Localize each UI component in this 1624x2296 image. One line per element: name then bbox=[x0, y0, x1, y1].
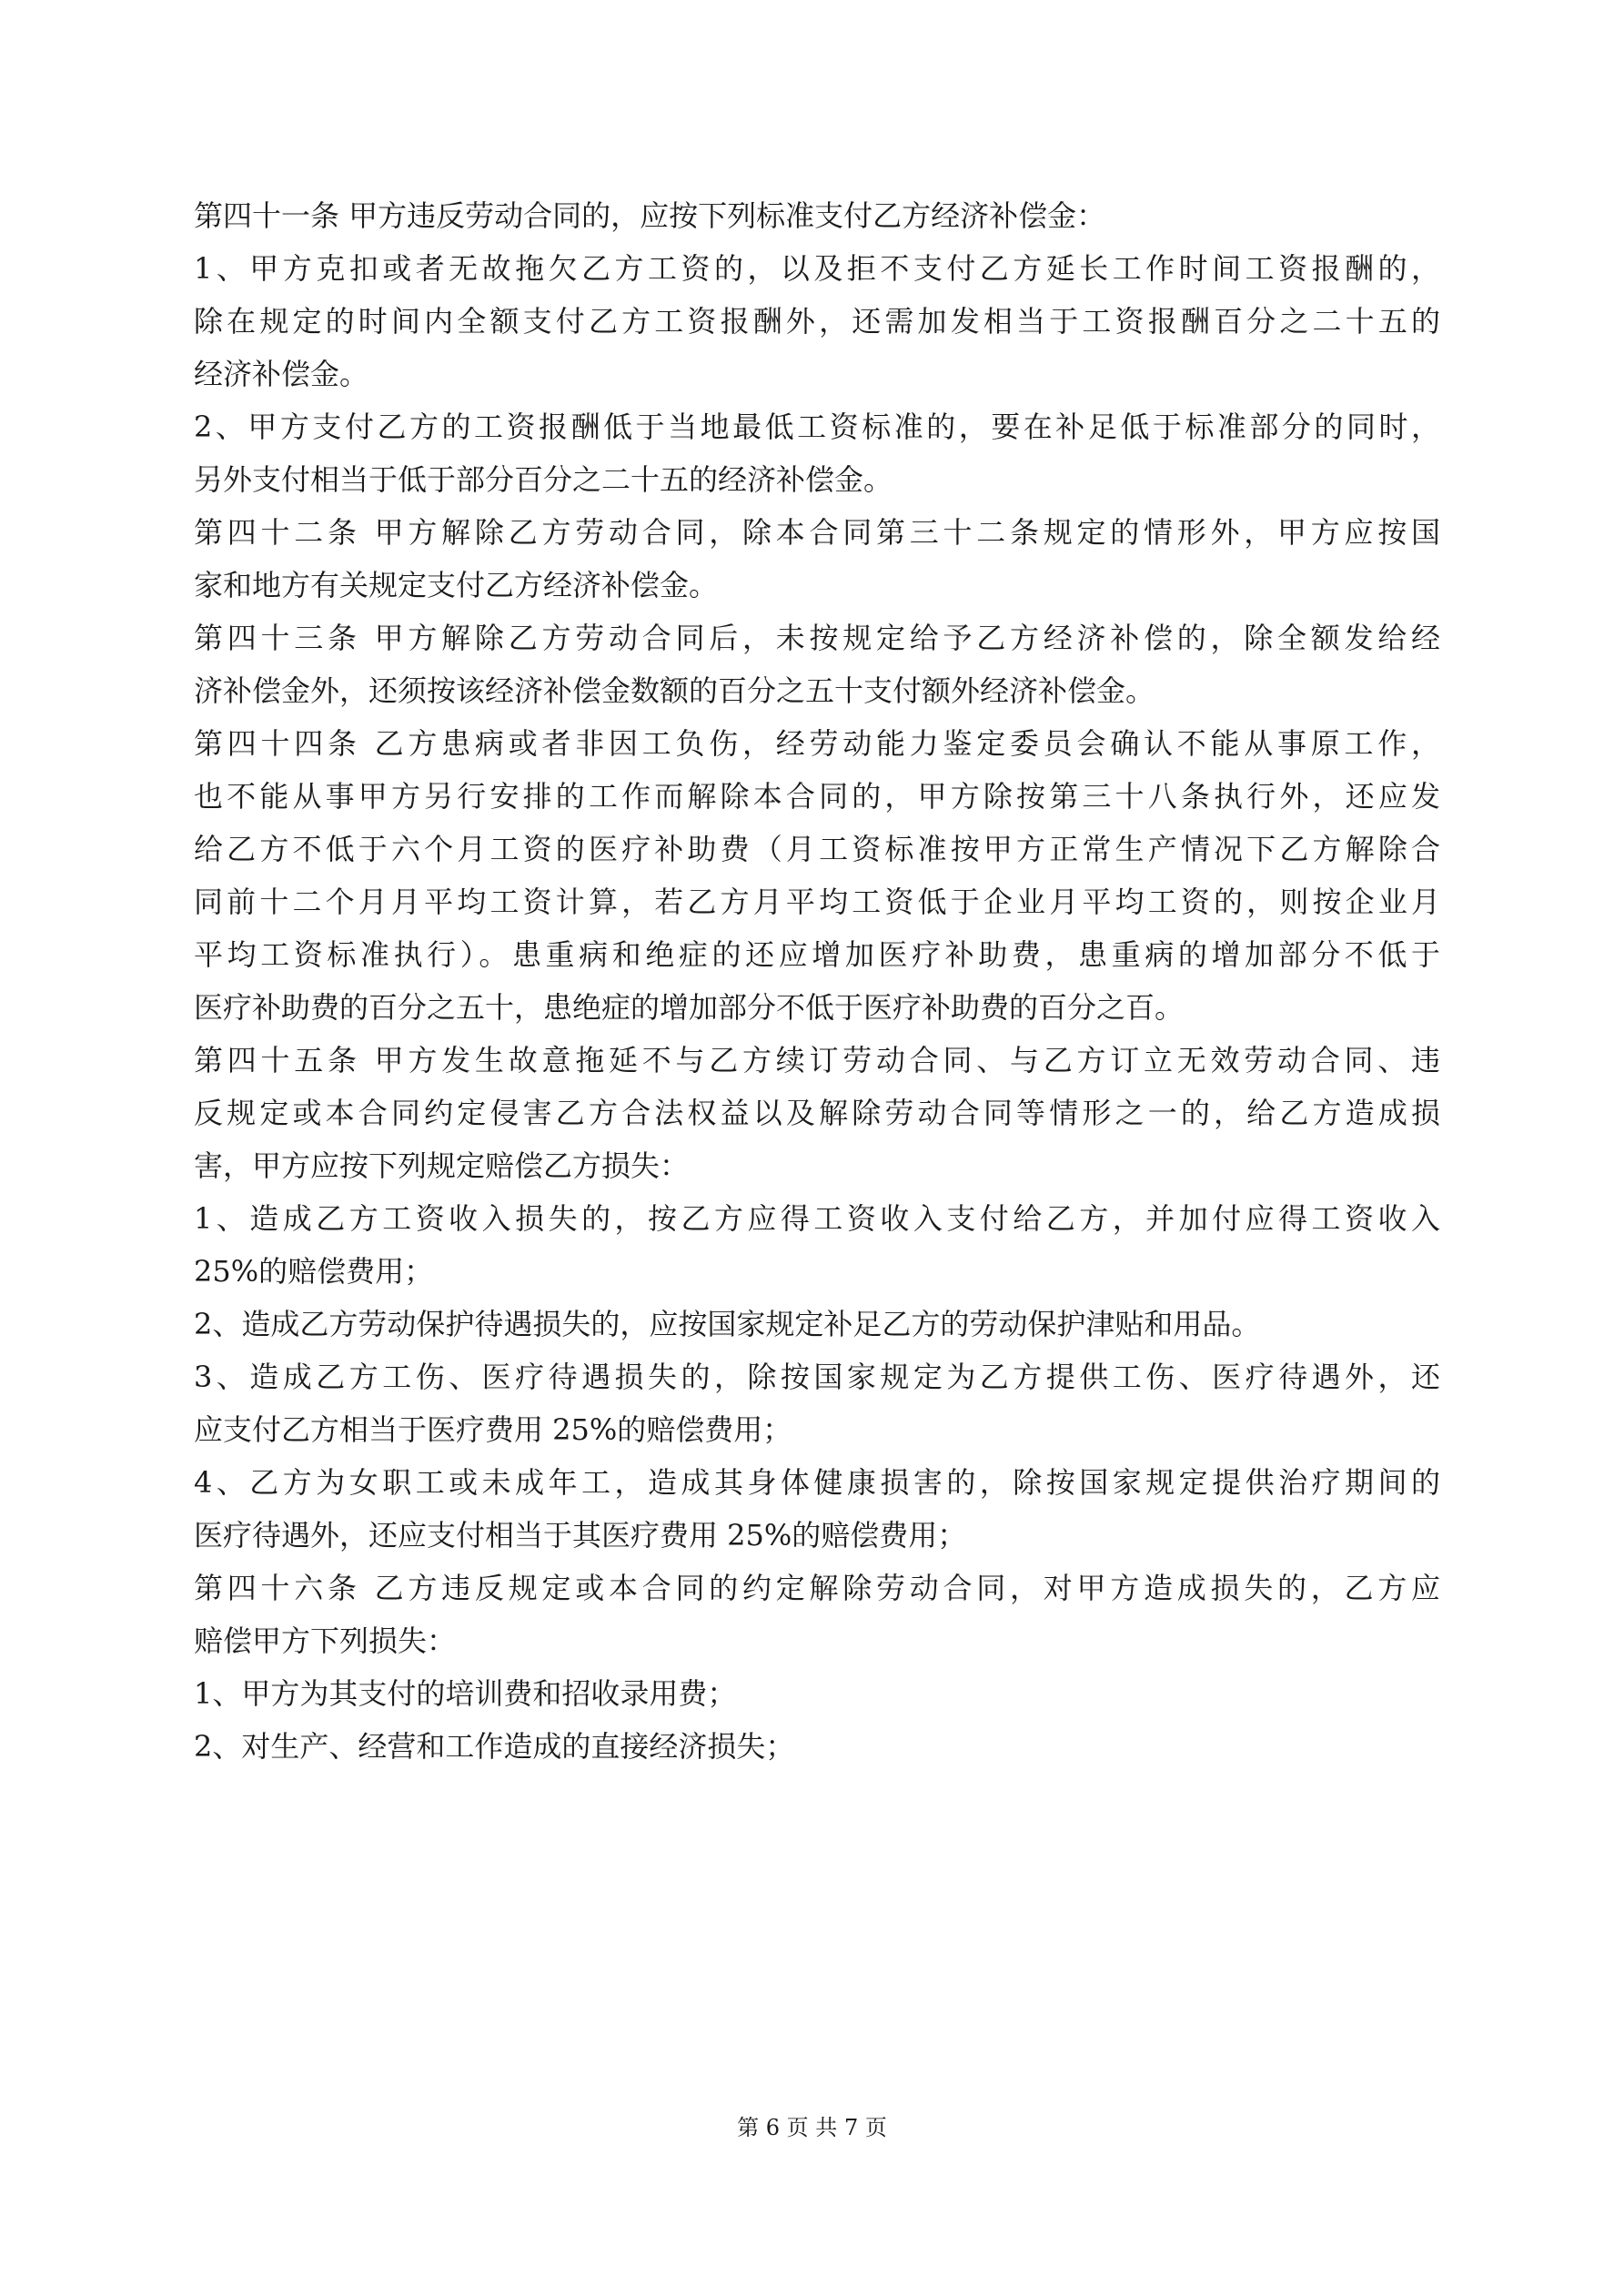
text-line: 济补偿金外，还须按该经济补偿金数额的百分之五十支付额外经济补偿金。 bbox=[194, 673, 1155, 708]
text-line: 25%的赔偿费用； bbox=[194, 1254, 434, 1289]
text-line: 给乙方不低于六个月工资的医疗补助费（月工资标准按甲方正常生产情况下乙方解除合 bbox=[194, 832, 1440, 866]
text-line: 应支付乙方相当于医疗费用 25%的赔偿费用； bbox=[194, 1412, 792, 1447]
page-footer: 第 6 页 共 7 页 bbox=[737, 2115, 887, 2140]
text-line: 平均工资标准执行）。患重病和绝症的还应增加医疗补助费，患重病的增加部分不低于 bbox=[194, 937, 1440, 972]
text-line: 1、甲方克扣或者无故拖欠乙方工资的，以及拒不支付乙方延长工作时间工资报酬的， bbox=[194, 251, 1440, 286]
text-line: 第四十四条 乙方患病或者非因工负伤，经劳动能力鉴定委员会确认不能从事原工作， bbox=[194, 726, 1440, 761]
text-line: 经济补偿金。 bbox=[194, 357, 369, 391]
text-line: 2、对生产、经营和工作造成的直接经济损失； bbox=[194, 1729, 795, 1764]
text-line: 1、甲方为其支付的培训费和招收录用费； bbox=[194, 1676, 737, 1711]
text-line: 第四十五条 甲方发生故意拖延不与乙方续订劳动合同、与乙方订立无效劳动合同、违 bbox=[194, 1043, 1440, 1077]
text-line: 家和地方有关规定支付乙方经济补偿金。 bbox=[194, 568, 719, 602]
text-line: 除在规定的时间内全额支付乙方工资报酬外，还需加发相当于工资报酬百分之二十五的 bbox=[194, 304, 1440, 339]
text-line: 害，甲方应按下列规定赔偿乙方损失： bbox=[194, 1148, 690, 1183]
text-line: 医疗待遇外，还应支付相当于其医疗费用 25%的赔偿费用； bbox=[194, 1518, 967, 1553]
text-line: 医疗补助费的百分之五十，患绝症的增加部分不低于医疗补助费的百分之百。 bbox=[194, 990, 1185, 1025]
document-body bbox=[194, 198, 1440, 1782]
text-line: 2、甲方支付乙方的工资报酬低于当地最低工资标准的，要在补足低于标准部分的同时， bbox=[194, 410, 1440, 444]
text-line: 第四十六条 乙方违反规定或本合同的约定解除劳动合同，对甲方造成损失的，乙方应 bbox=[194, 1571, 1440, 1605]
text-line: 第四十二条 甲方解除乙方劳动合同，除本合同第三十二条规定的情形外，甲方应按国 bbox=[194, 515, 1440, 550]
text-line: 3、造成乙方工伤、医疗待遇损失的，除按国家规定为乙方提供工伤、医疗待遇外，还 bbox=[194, 1360, 1440, 1394]
text-line: 1、造成乙方工资收入损失的，按乙方应得工资收入支付给乙方，并加付应得工资收入 bbox=[194, 1201, 1440, 1236]
text-line: 另外支付相当于低于部分百分之二十五的经济补偿金。 bbox=[194, 462, 893, 497]
text-line: 第四十一条 甲方违反劳动合同的，应按下列标准支付乙方经济补偿金： bbox=[194, 198, 1106, 233]
text-line: 同前十二个月月平均工资计算，若乙方月平均工资低于企业月平均工资的，则按企业月 bbox=[194, 885, 1440, 919]
text-line: 第四十三条 甲方解除乙方劳动合同后，未按规定给予乙方经济补偿的，除全额发给经 bbox=[194, 621, 1440, 655]
text-line: 4、乙方为女职工或未成年工，造成其身体健康损害的，除按国家规定提供治疗期间的 bbox=[194, 1465, 1440, 1500]
text-line: 也不能从事甲方另行安排的工作而解除本合同的，甲方除按第三十八条执行外，还应发 bbox=[194, 779, 1440, 814]
text-line: 2、造成乙方劳动保护待遇损失的，应按国家规定补足乙方的劳动保护津贴和用品。 bbox=[194, 1307, 1261, 1341]
text-line: 反规定或本合同约定侵害乙方合法权益以及解除劳动合同等情形之一的，给乙方造成损 bbox=[194, 1096, 1440, 1130]
text-line: 赔偿甲方下列损失： bbox=[194, 1623, 457, 1658]
